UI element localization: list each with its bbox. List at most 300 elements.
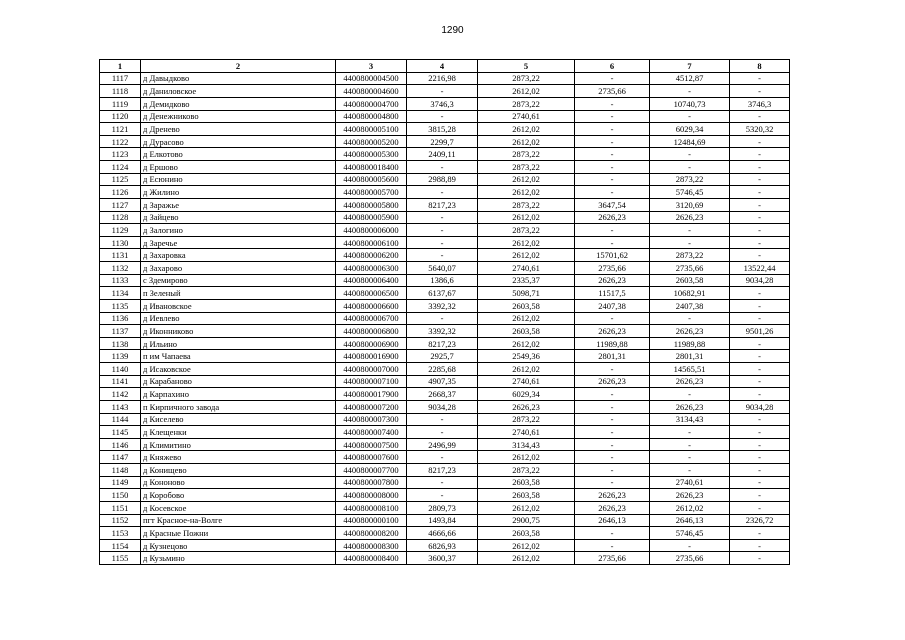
table-cell: 2873,22: [478, 72, 575, 85]
table-cell: 2873,22: [650, 173, 730, 186]
table-cell: -: [730, 476, 790, 489]
table-row: [100, 97, 790, 110]
table-cell: д Кононово: [141, 476, 336, 489]
table-cell: 1133: [100, 274, 141, 287]
table-cell: 1124: [100, 161, 141, 174]
table-cell: 2612,02: [478, 186, 575, 199]
table-row: [100, 363, 790, 376]
table-cell: 4400800006500: [336, 287, 407, 300]
table-cell: 2740,61: [478, 262, 575, 275]
table-cell: 1125: [100, 173, 141, 186]
table-cell: 10682,91: [650, 287, 730, 300]
table-cell: 4400800006100: [336, 236, 407, 249]
table-cell: -: [575, 451, 650, 464]
table-row: [100, 123, 790, 136]
table-cell: 4400800007300: [336, 413, 407, 426]
table-cell: 9034,28: [730, 400, 790, 413]
table-cell: -: [575, 363, 650, 376]
table-row: [100, 337, 790, 350]
table-cell: -: [650, 110, 730, 123]
table-cell: 2603,58: [478, 489, 575, 502]
table-row: [100, 388, 790, 401]
table-cell: 2612,02: [478, 337, 575, 350]
table-cell: 1142: [100, 388, 141, 401]
table-row: [100, 110, 790, 123]
table-cell: -: [575, 72, 650, 85]
table-cell: 2873,22: [478, 464, 575, 477]
table-cell: 1137: [100, 325, 141, 338]
table-cell: 4400800005700: [336, 186, 407, 199]
table-cell: 2549,36: [478, 350, 575, 363]
table-cell: -: [730, 350, 790, 363]
table-cell: -: [730, 161, 790, 174]
table-cell: 3600,37: [407, 552, 478, 565]
table-cell: д Захарово: [141, 262, 336, 275]
table-cell: 1141: [100, 375, 141, 388]
table-cell: 4400800018400: [336, 161, 407, 174]
table-cell: -: [650, 451, 730, 464]
table-row: [100, 173, 790, 186]
table-cell: 1493,84: [407, 514, 478, 527]
table-cell: 2603,58: [478, 476, 575, 489]
table-row: [100, 514, 790, 527]
table-cell: 1127: [100, 198, 141, 211]
table-cell: -: [730, 299, 790, 312]
table-cell: -: [575, 464, 650, 477]
table-cell: 1150: [100, 489, 141, 502]
table-cell: -: [407, 110, 478, 123]
table-row: [100, 299, 790, 312]
table-cell: 4400800007400: [336, 426, 407, 439]
table-cell: 1151: [100, 501, 141, 514]
table-row: [100, 135, 790, 148]
table-row: [100, 236, 790, 249]
table-cell: 1119: [100, 97, 141, 110]
table-cell: 2407,38: [575, 299, 650, 312]
table-row: [100, 464, 790, 477]
table-cell: -: [730, 552, 790, 565]
table-cell: -: [730, 148, 790, 161]
table-cell: 2873,22: [478, 161, 575, 174]
table-cell: д Дурасово: [141, 135, 336, 148]
table-cell: 2612,02: [478, 236, 575, 249]
table-cell: 1131: [100, 249, 141, 262]
table-cell: 1129: [100, 224, 141, 237]
table-cell: 4400800006700: [336, 312, 407, 325]
table-cell: 6029,34: [478, 388, 575, 401]
table-cell: 4400800007200: [336, 400, 407, 413]
tariff-table: [99, 59, 790, 565]
table-row: [100, 375, 790, 388]
table-cell: 3120,69: [650, 198, 730, 211]
table-cell: 2496,99: [407, 438, 478, 451]
table-cell: 2407,38: [650, 299, 730, 312]
table-cell: д Залогино: [141, 224, 336, 237]
table-cell: 2735,66: [575, 85, 650, 98]
table-cell: д Карабаново: [141, 375, 336, 388]
table-cell: 2873,22: [478, 224, 575, 237]
table-cell: 4400800005100: [336, 123, 407, 136]
table-cell: 2612,02: [478, 249, 575, 262]
table-cell: -: [650, 224, 730, 237]
table-cell: 4400800006200: [336, 249, 407, 262]
table-cell: 1140: [100, 363, 141, 376]
table-cell: 4400800004800: [336, 110, 407, 123]
table-cell: 6826,93: [407, 539, 478, 552]
table-cell: -: [575, 438, 650, 451]
table-cell: 4400800008300: [336, 539, 407, 552]
table-row: [100, 224, 790, 237]
table-cell: -: [730, 198, 790, 211]
table-cell: -: [730, 426, 790, 439]
table-cell: -: [407, 186, 478, 199]
table-cell: 2988,89: [407, 173, 478, 186]
table-cell: 6029,34: [650, 123, 730, 136]
table-row: [100, 274, 790, 287]
table-cell: 4400800004600: [336, 85, 407, 98]
table-cell: 1136: [100, 312, 141, 325]
table-cell: -: [730, 464, 790, 477]
table-cell: 2299,7: [407, 135, 478, 148]
table-cell: -: [575, 413, 650, 426]
table-cell: 4400800007700: [336, 464, 407, 477]
table-cell: д Дренево: [141, 123, 336, 136]
table-cell: -: [407, 413, 478, 426]
header-row: [100, 60, 790, 73]
table-cell: 14565,51: [650, 363, 730, 376]
table-cell: 13522,44: [730, 262, 790, 275]
table-cell: 3746,3: [730, 97, 790, 110]
table-cell: 4907,35: [407, 375, 478, 388]
table-cell: 2873,22: [650, 249, 730, 262]
table-cell: 2809,73: [407, 501, 478, 514]
table-cell: -: [650, 85, 730, 98]
table-cell: 2626,23: [575, 489, 650, 502]
table-row: [100, 287, 790, 300]
column-header: 8: [730, 60, 790, 73]
column-header: 1: [100, 60, 141, 73]
table-cell: -: [575, 97, 650, 110]
table-cell: -: [407, 451, 478, 464]
table-cell: -: [575, 388, 650, 401]
table-cell: 3392,32: [407, 325, 478, 338]
table-cell: 8217,23: [407, 464, 478, 477]
table-cell: 4666,66: [407, 527, 478, 540]
table-cell: -: [730, 224, 790, 237]
table-cell: 4400800006300: [336, 262, 407, 275]
table-cell: 5098,71: [478, 287, 575, 300]
table-cell: -: [650, 464, 730, 477]
table-cell: 1117: [100, 72, 141, 85]
table-cell: 4400800006400: [336, 274, 407, 287]
table-cell: 4400800006900: [336, 337, 407, 350]
table-cell: -: [575, 123, 650, 136]
table-row: [100, 400, 790, 413]
table-cell: -: [730, 135, 790, 148]
table-cell: 9501,26: [730, 325, 790, 338]
table-cell: -: [407, 85, 478, 98]
table-cell: 1147: [100, 451, 141, 464]
table-cell: д Ершово: [141, 161, 336, 174]
table-cell: 1120: [100, 110, 141, 123]
table-row: [100, 249, 790, 262]
table-cell: -: [730, 388, 790, 401]
table-cell: 1144: [100, 413, 141, 426]
table-cell: -: [575, 400, 650, 413]
table-cell: 1386,6: [407, 274, 478, 287]
table-row: [100, 148, 790, 161]
table-cell: с Здемирово: [141, 274, 336, 287]
table-cell: д Давыдково: [141, 72, 336, 85]
table-cell: -: [650, 236, 730, 249]
table-cell: д Красные Пожни: [141, 527, 336, 540]
table-cell: 4400800007500: [336, 438, 407, 451]
table-cell: 2626,23: [650, 211, 730, 224]
table-cell: 1155: [100, 552, 141, 565]
table-cell: -: [575, 224, 650, 237]
table-row: [100, 161, 790, 174]
table-cell: д Демидково: [141, 97, 336, 110]
table-cell: -: [730, 337, 790, 350]
column-header: 4: [407, 60, 478, 73]
table-cell: 5640,07: [407, 262, 478, 275]
table-cell: -: [407, 161, 478, 174]
table-cell: 4400800017900: [336, 388, 407, 401]
table-cell: -: [575, 426, 650, 439]
table-cell: 4400800007800: [336, 476, 407, 489]
table-cell: 2612,02: [478, 135, 575, 148]
table-cell: -: [730, 72, 790, 85]
table-cell: 2612,02: [478, 211, 575, 224]
table-cell: 1148: [100, 464, 141, 477]
table-cell: 3392,32: [407, 299, 478, 312]
table-cell: 1145: [100, 426, 141, 439]
table-cell: -: [730, 451, 790, 464]
table-cell: 2626,23: [575, 211, 650, 224]
table-cell: 2668,37: [407, 388, 478, 401]
table-row: [100, 211, 790, 224]
table-cell: 2612,02: [478, 539, 575, 552]
table-cell: -: [575, 173, 650, 186]
table-cell: -: [730, 375, 790, 388]
table-cell: 2900,75: [478, 514, 575, 527]
table-cell: -: [575, 161, 650, 174]
table-row: [100, 438, 790, 451]
table-cell: -: [650, 161, 730, 174]
table-cell: д Исаковское: [141, 363, 336, 376]
page-number: 1290: [441, 25, 464, 36]
table-cell: -: [575, 312, 650, 325]
table-cell: д Косевское: [141, 501, 336, 514]
table-cell: -: [575, 148, 650, 161]
table-cell: 1134: [100, 287, 141, 300]
table-cell: 4400800005800: [336, 198, 407, 211]
table-cell: 11517,5: [575, 287, 650, 300]
table-cell: 1118: [100, 85, 141, 98]
table-cell: 2612,02: [478, 451, 575, 464]
table-cell: 8217,23: [407, 198, 478, 211]
table-cell: -: [730, 489, 790, 502]
table-cell: 2646,13: [650, 514, 730, 527]
table-row: [100, 413, 790, 426]
table-cell: 2740,61: [478, 110, 575, 123]
table-cell: 2612,02: [478, 85, 575, 98]
table-cell: 2626,23: [650, 400, 730, 413]
table-cell: 2612,02: [478, 312, 575, 325]
table-cell: 2873,22: [478, 413, 575, 426]
table-cell: 9034,28: [730, 274, 790, 287]
table-cell: 4400800006000: [336, 224, 407, 237]
table-cell: -: [730, 85, 790, 98]
table-cell: 2603,58: [478, 299, 575, 312]
table-cell: д Захаровка: [141, 249, 336, 262]
table-cell: -: [650, 148, 730, 161]
table-cell: -: [407, 489, 478, 502]
table-row: [100, 501, 790, 514]
table-cell: д Карпахино: [141, 388, 336, 401]
table-row: [100, 198, 790, 211]
table-cell: 12484,69: [650, 135, 730, 148]
table-cell: 2646,13: [575, 514, 650, 527]
table-row: [100, 527, 790, 540]
table-cell: 4400800007600: [336, 451, 407, 464]
table-cell: 2873,22: [478, 148, 575, 161]
table-cell: 2612,02: [478, 173, 575, 186]
table-cell: 1154: [100, 539, 141, 552]
table-cell: 4400800005900: [336, 211, 407, 224]
table-cell: -: [575, 236, 650, 249]
table-cell: -: [575, 135, 650, 148]
table-cell: -: [730, 186, 790, 199]
table-cell: д Ильино: [141, 337, 336, 350]
table-cell: 2285,68: [407, 363, 478, 376]
table-cell: 4400800004700: [336, 97, 407, 110]
table-cell: -: [575, 476, 650, 489]
table-cell: -: [575, 110, 650, 123]
table-cell: -: [730, 173, 790, 186]
table-cell: пгт Красное-на-Волге: [141, 514, 336, 527]
table-cell: -: [407, 236, 478, 249]
table-cell: 2735,66: [650, 262, 730, 275]
table-cell: -: [650, 539, 730, 552]
table-cell: д Киселево: [141, 413, 336, 426]
table-row: [100, 489, 790, 502]
table-cell: 4400800005300: [336, 148, 407, 161]
column-header: 2: [141, 60, 336, 73]
table-cell: -: [730, 501, 790, 514]
table-cell: 2326,72: [730, 514, 790, 527]
table-cell: 2626,23: [478, 400, 575, 413]
table-cell: -: [407, 426, 478, 439]
table-cell: 1152: [100, 514, 141, 527]
table-cell: 1139: [100, 350, 141, 363]
table-cell: д Конищево: [141, 464, 336, 477]
column-header: 3: [336, 60, 407, 73]
table-cell: 2626,23: [575, 274, 650, 287]
table-cell: -: [407, 476, 478, 489]
table-cell: -: [730, 211, 790, 224]
table-cell: 2335,37: [478, 274, 575, 287]
table-cell: -: [575, 186, 650, 199]
table-cell: 4400800008000: [336, 489, 407, 502]
table-cell: 4400800006600: [336, 299, 407, 312]
table-cell: 1126: [100, 186, 141, 199]
table-cell: 15701,62: [575, 249, 650, 262]
table-cell: -: [650, 438, 730, 451]
table-cell: 2626,23: [650, 489, 730, 502]
table-cell: -: [730, 249, 790, 262]
table-row: [100, 539, 790, 552]
table-cell: 2873,22: [478, 198, 575, 211]
table-cell: 1122: [100, 135, 141, 148]
table-cell: 4400800004500: [336, 72, 407, 85]
table-cell: 2801,31: [650, 350, 730, 363]
table-cell: 1130: [100, 236, 141, 249]
table-cell: -: [407, 312, 478, 325]
table-cell: д Кузьмино: [141, 552, 336, 565]
table-cell: 5746,45: [650, 186, 730, 199]
table-cell: -: [730, 110, 790, 123]
table-cell: -: [407, 211, 478, 224]
table-cell: 2740,61: [478, 375, 575, 388]
table-cell: 2925,7: [407, 350, 478, 363]
table-cell: 2603,58: [650, 274, 730, 287]
table-cell: д Иконниково: [141, 325, 336, 338]
table-row: [100, 186, 790, 199]
table-row: [100, 85, 790, 98]
table-row: [100, 476, 790, 489]
table-cell: 2873,22: [478, 97, 575, 110]
table-cell: -: [730, 527, 790, 540]
table-cell: д Коробово: [141, 489, 336, 502]
table-cell: -: [407, 224, 478, 237]
table-cell: д Даниловское: [141, 85, 336, 98]
table-cell: 4512,87: [650, 72, 730, 85]
table-cell: 2216,98: [407, 72, 478, 85]
table-cell: 2801,31: [575, 350, 650, 363]
table-cell: -: [575, 527, 650, 540]
table-cell: 2612,02: [650, 501, 730, 514]
table-cell: 4400800005600: [336, 173, 407, 186]
table-cell: 1138: [100, 337, 141, 350]
table-cell: 1132: [100, 262, 141, 275]
table-cell: п Зеленый: [141, 287, 336, 300]
table-cell: 1123: [100, 148, 141, 161]
table-cell: п им Чапаева: [141, 350, 336, 363]
table-cell: д Климитино: [141, 438, 336, 451]
table-cell: д Жилино: [141, 186, 336, 199]
table-cell: 3134,43: [478, 438, 575, 451]
table-cell: д Елкотово: [141, 148, 336, 161]
table-cell: -: [650, 426, 730, 439]
table-cell: 4400800008200: [336, 527, 407, 540]
table-cell: д Денежниково: [141, 110, 336, 123]
table-cell: -: [575, 539, 650, 552]
table-cell: 4400800007000: [336, 363, 407, 376]
table-cell: 4400800007100: [336, 375, 407, 388]
table-cell: д Иевлево: [141, 312, 336, 325]
table-cell: п Кирпичного завода: [141, 400, 336, 413]
column-header: 5: [478, 60, 575, 73]
table-cell: 2735,66: [575, 552, 650, 565]
table-cell: 4400800005200: [336, 135, 407, 148]
table-cell: 4400800006800: [336, 325, 407, 338]
table-cell: 2740,61: [650, 476, 730, 489]
column-header: 7: [650, 60, 730, 73]
table-cell: д Клещенки: [141, 426, 336, 439]
table-cell: -: [730, 287, 790, 300]
table-cell: д Заражье: [141, 198, 336, 211]
